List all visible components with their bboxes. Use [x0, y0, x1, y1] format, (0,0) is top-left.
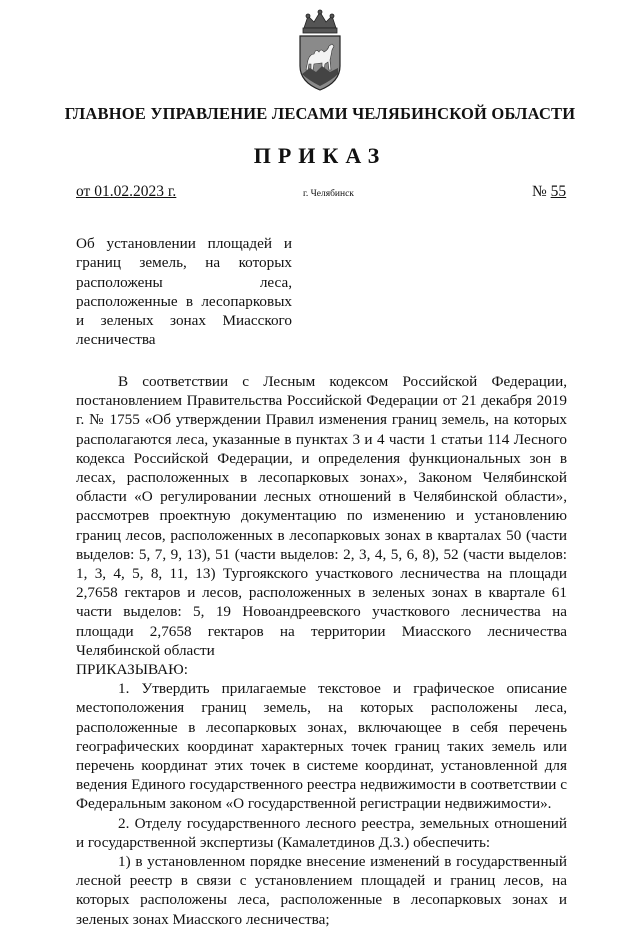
- item-1-paragraph: 1. Утвердить прилагаемые текстовое и графическое описание местоположения границ земель, на которых расположены леса, расположенные в лесопарковых зонах, включающее в себя перечень географических координат характерных точек границ таких земель или перечень координат этих точек в системе координат, установленной для ведения Единого государственного реестра недвижимости в соответствии с Федеральным законом «О государственной регистрации недвижимости».: [76, 680, 567, 813]
- organization-name: ГЛАВНОЕ УПРАВЛЕНИЕ ЛЕСАМИ ЧЕЛЯБИНСКОЙ ОБЛАСТИ: [64, 104, 576, 123]
- order-number: [532, 183, 566, 201]
- order-subject: Об установлении площадей и границ земель, на которых расположены леса, расположенные в лесопарковых и зеленых зонах Миасского лесничества: [76, 235, 292, 349]
- number-value: 55: [550, 183, 567, 200]
- coat-of-arms-icon: [290, 8, 350, 92]
- number-prefix: №: [532, 183, 551, 200]
- order-city: г. Челябинск: [303, 189, 354, 199]
- preamble-paragraph: В соответствии с Лесным кодексом Российской Федерации, постановлением Правительства Российской Федерации от 21 декабря 2019 г. № 1755 «Об утверждении Правил изменения границ земель, на которых располагаются леса, указанные в пунктах 3 и 4 части 1 статьи 114 Лесного кодекса Российской Федерации, и определения функциональных зон в лесах, расположенных в лесопарковых зонах», Законом Челябинской области «О регулировании лесных отношений в Челябинской области», рассмотрев проектную документацию по изменению и установлению границ лесов, расположенных в лесопарковых зонах в кварталах 50 (части выделов: 5, 7, 9, 13), 51 (части выделов: 2, 3, 4, 5, 6, 8), 52 (части выделов: 1, 3, 4, 5, 8, 11, 13) Тургоякского участкового лесничества на площади 2,7658 гектаров и лесов, расположенных в зеленых зонах в квартале 61 части выделов: 5, 19 Новоандреевского участкового лесничества на площади 2,7658 гектаров на территории Миасского лесничества Челябинской области: [76, 373, 567, 659]
- item-2-1-paragraph: 1) в установленном порядке внесение изменений в государственный лесной реестр в связи с установлением площадей и границ лесов, на которых расположены леса, расположенные в лесопарковых зонах и зеленых зонах Миасского лесничества;: [76, 853, 567, 928]
- order-body: [76, 372, 567, 929]
- order-date: от 01.02.2023 г.: [76, 183, 177, 200]
- document-title: ПРИКАЗ: [253, 143, 387, 168]
- command-line: ПРИКАЗЫВАЮ:: [76, 661, 188, 679]
- item-2-paragraph: 2. Отделу государственного лесного реестра, земельных отношений и государственной экспертизы (Камалетдинов Д.З.) обеспечить:: [76, 814, 567, 851]
